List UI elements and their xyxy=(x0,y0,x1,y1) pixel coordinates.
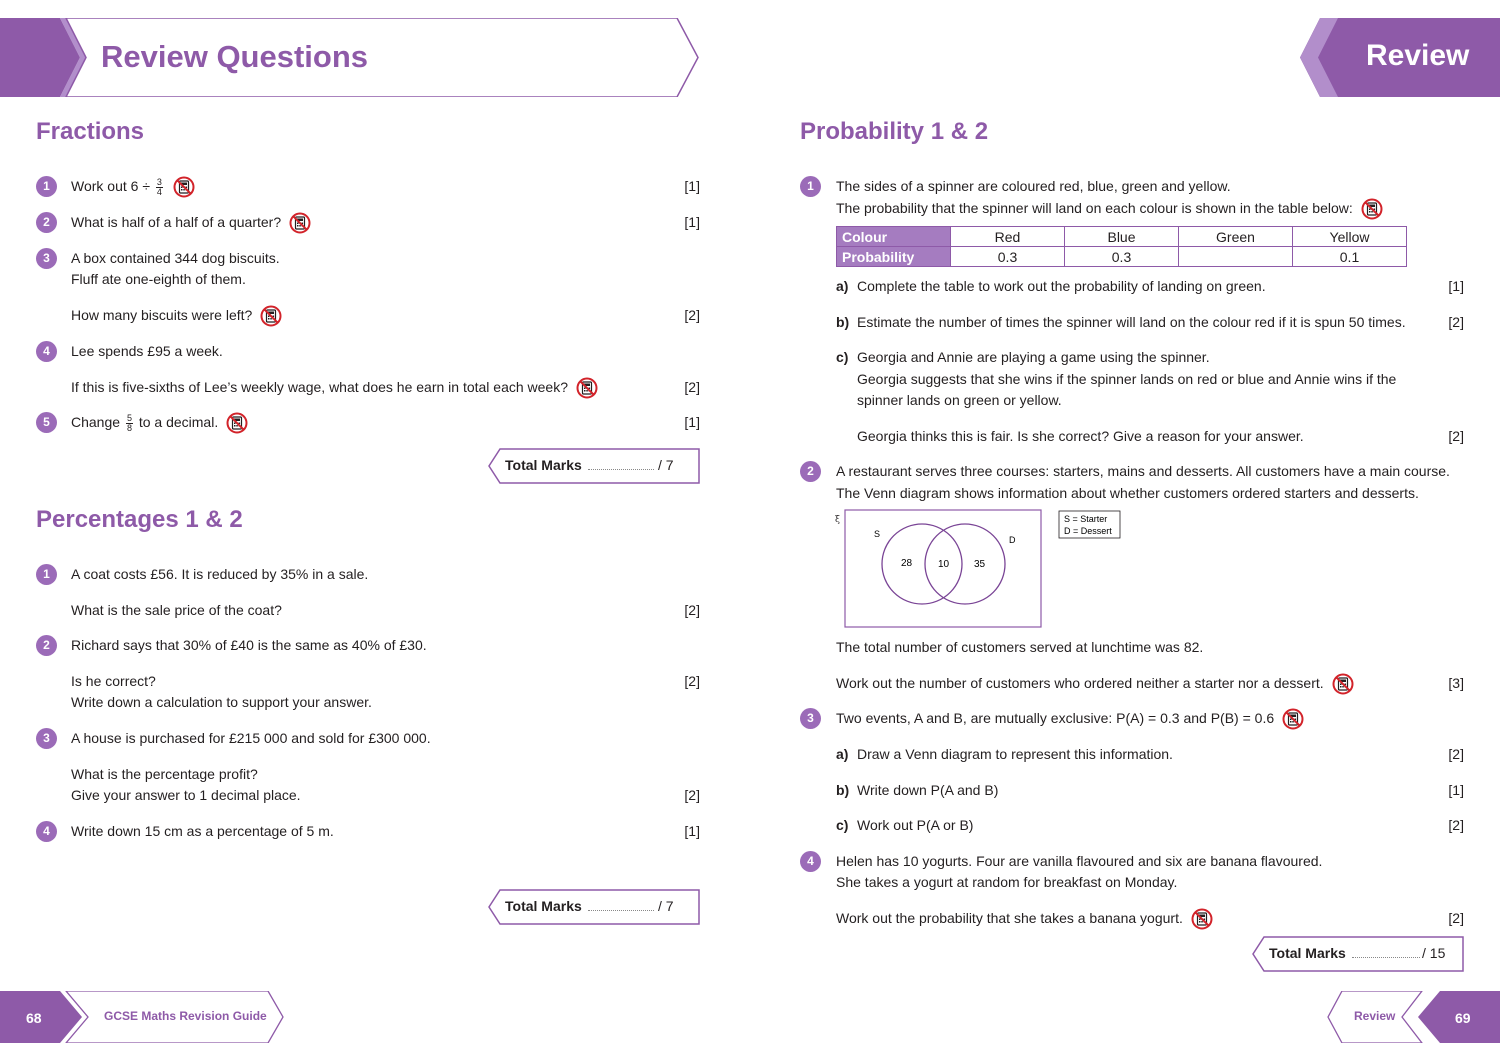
marks: [2] xyxy=(1448,817,1464,833)
no-calculator-icon xyxy=(576,377,598,399)
table-cell: Blue xyxy=(1065,227,1179,247)
venn-value-both: 10 xyxy=(938,559,950,570)
question-text: Lee spends £95 a week. xyxy=(71,343,223,359)
no-calculator-icon xyxy=(173,176,195,198)
marks: [2] xyxy=(1448,428,1464,444)
answer-line xyxy=(1352,957,1420,958)
fraction-numerator: 3 xyxy=(156,176,162,187)
question-text-main: Change xyxy=(71,414,121,430)
total-marks-max: / 15 xyxy=(1422,945,1446,961)
question-text: A coat costs £56. It is reduced by 35% in a sale. xyxy=(71,566,369,582)
question-text-main: Work out the number of customers who ordered neither a starter nor a dessert. xyxy=(836,675,1324,691)
venn-value-only-d: 35 xyxy=(974,559,986,570)
total-marks-box xyxy=(488,889,700,925)
question-text-main: Work out the probability that she takes a banana yogurt. xyxy=(836,910,1183,926)
part-letter: c) xyxy=(836,349,849,365)
question-text-main: The probability that the spinner will land on each colour is shown in the table below: xyxy=(836,200,1353,216)
question-text xyxy=(836,908,1213,930)
question-number: 2 xyxy=(36,635,57,656)
question-text xyxy=(71,305,282,327)
total-marks-max: / 7 xyxy=(658,898,674,914)
marks: [2] xyxy=(1448,910,1464,926)
marks: [1] xyxy=(684,414,700,430)
question-text-main: to a decimal. xyxy=(138,414,219,430)
question-number: 4 xyxy=(800,851,821,872)
marks: [2] xyxy=(684,602,700,618)
table-cell: 0.1 xyxy=(1293,247,1407,267)
question-text xyxy=(836,198,1383,220)
marks: [3] xyxy=(1448,675,1464,691)
question-text: A house is purchased for £215 000 and sold for £300 000. xyxy=(71,730,431,746)
question-number: 4 xyxy=(36,341,57,362)
question-number: 1 xyxy=(800,176,821,197)
question-text: spinner lands on green or yellow. xyxy=(857,392,1062,408)
question-text: The sides of a spinner are coloured red, blue, green and yellow. xyxy=(836,178,1231,194)
question-text: Estimate the number of times the spinner will land on the colour red if it is spun 50 times. xyxy=(857,314,1406,330)
question-text xyxy=(836,673,1354,695)
no-calculator-icon xyxy=(260,305,282,327)
fraction xyxy=(126,414,133,433)
question-number: 2 xyxy=(36,212,57,233)
universal-set-symbol: ξ xyxy=(835,515,840,525)
table-header: Probability xyxy=(837,247,951,267)
question-text: What is the percentage profit? xyxy=(71,766,258,782)
question-text xyxy=(71,212,311,234)
question-text: Richard says that 30% of £40 is the same as 40% of £30. xyxy=(71,637,427,653)
question-text: A box contained 344 dog biscuits. xyxy=(71,250,280,266)
question-text: Fluff ate one-eighth of them. xyxy=(71,271,246,287)
question-text: Georgia suggests that she wins if the spinner lands on red or blue and Annie wins if the xyxy=(857,371,1397,387)
question-text: Helen has 10 yogurts. Four are vanilla flavoured and six are banana flavoured. xyxy=(836,853,1323,869)
no-calculator-icon xyxy=(226,412,248,434)
table-cell: 0.3 xyxy=(951,247,1065,267)
question-number: 1 xyxy=(36,564,57,585)
marks: [2] xyxy=(684,673,700,689)
question-text xyxy=(71,377,598,399)
question-text: Draw a Venn diagram to represent this information. xyxy=(857,746,1173,762)
review-label: Review xyxy=(1366,39,1470,72)
question-text: Is he correct? xyxy=(71,673,156,689)
table-cell-blank xyxy=(1179,247,1293,267)
page-number-left: 68 xyxy=(26,1010,42,1026)
total-marks-box xyxy=(488,448,700,484)
marks: [2] xyxy=(1448,746,1464,762)
probability-heading: Probability 1 & 2 xyxy=(800,118,989,145)
footer-right xyxy=(1326,991,1500,1043)
marks: [1] xyxy=(684,178,700,194)
percentages-heading: Percentages 1 & 2 xyxy=(36,506,243,533)
question-text: Write down a calculation to support your answer. xyxy=(71,694,372,710)
question-text xyxy=(836,708,1304,730)
part-letter: b) xyxy=(836,314,850,330)
question-text: Complete the table to work out the probability of landing on green. xyxy=(857,278,1266,294)
answer-line xyxy=(588,469,654,470)
total-marks-label: Total Marks xyxy=(505,457,582,473)
footer-book-title: GCSE Maths Revision Guide xyxy=(104,1009,267,1023)
answer-line xyxy=(588,910,654,911)
fraction-denominator: 8 xyxy=(126,422,132,433)
marks: [1] xyxy=(684,214,700,230)
question-text xyxy=(71,176,195,198)
table-header: Colour xyxy=(837,227,951,247)
no-calculator-icon xyxy=(1361,198,1383,220)
part-letter: c) xyxy=(836,817,849,833)
venn-diagram xyxy=(834,509,1124,632)
question-text: What is the sale price of the coat? xyxy=(71,602,282,618)
question-number: 4 xyxy=(36,821,57,842)
fraction-numerator: 5 xyxy=(126,412,132,423)
marks: [2] xyxy=(684,379,700,395)
table-cell: Red xyxy=(951,227,1065,247)
total-marks-label: Total Marks xyxy=(1269,945,1346,961)
venn-key-starter: S = Starter xyxy=(1064,514,1108,524)
table-row xyxy=(837,247,1407,267)
fractions-heading: Fractions xyxy=(36,118,145,145)
page-title: Review Questions xyxy=(101,39,369,74)
question-number: 3 xyxy=(36,248,57,269)
question-text-main: How many biscuits were left? xyxy=(71,307,253,323)
total-marks-box xyxy=(1252,936,1464,972)
question-text: Write down 15 cm as a percentage of 5 m. xyxy=(71,823,334,839)
page-number-right: 69 xyxy=(1455,1010,1471,1026)
fraction xyxy=(156,178,163,197)
venn-value-only-s: 28 xyxy=(901,558,913,569)
venn-key-dessert: D = Dessert xyxy=(1064,526,1112,536)
question-number: 2 xyxy=(800,461,821,482)
table-row xyxy=(837,227,1407,247)
question-text-main: Work out 6 ÷ xyxy=(71,178,151,194)
question-text-main: What is half of a half of a quarter? xyxy=(71,214,282,230)
question-text: Georgia and Annie are playing a game using the spinner. xyxy=(857,349,1210,365)
question-text: The Venn diagram shows information about whether customers ordered starters and desserts. xyxy=(836,485,1419,501)
question-number: 3 xyxy=(800,708,821,729)
no-calculator-icon xyxy=(1282,708,1304,730)
marks: [1] xyxy=(1448,782,1464,798)
no-calculator-icon xyxy=(289,212,311,234)
question-text: Write down P(A and B) xyxy=(857,782,999,798)
question-number: 1 xyxy=(36,176,57,197)
no-calculator-icon xyxy=(1191,908,1213,930)
probability-table xyxy=(836,226,1407,267)
table-cell: 0.3 xyxy=(1065,247,1179,267)
part-letter: a) xyxy=(836,746,849,762)
marks: [2] xyxy=(684,307,700,323)
total-marks-label: Total Marks xyxy=(505,898,582,914)
marks: [1] xyxy=(1448,278,1464,294)
question-text: Georgia thinks this is fair. Is she correct? Give a reason for your answer. xyxy=(857,428,1304,444)
no-calculator-icon xyxy=(1332,673,1354,695)
table-cell: Yellow xyxy=(1293,227,1407,247)
part-letter: a) xyxy=(836,278,849,294)
question-text: Work out P(A or B) xyxy=(857,817,974,833)
question-text: Give your answer to 1 decimal place. xyxy=(71,787,301,803)
question-text-main: Two events, A and B, are mutually exclusive: P(A) = 0.3 and P(B) = 0.6 xyxy=(836,710,1275,726)
marks: [2] xyxy=(1448,314,1464,330)
question-text-main: If this is five-sixths of Lee’s weekly wage, what does he earn in total each week? xyxy=(71,379,569,395)
question-text: The total number of customers served at lunchtime was 82. xyxy=(836,639,1204,655)
marks: [1] xyxy=(684,823,700,839)
question-text xyxy=(71,412,248,434)
venn-label-s: S xyxy=(874,529,881,539)
fraction-denominator: 4 xyxy=(156,186,162,197)
venn-label-d: D xyxy=(1009,535,1016,545)
question-number: 5 xyxy=(36,412,57,433)
question-text: She takes a yogurt at random for breakfast on Monday. xyxy=(836,874,1178,890)
table-cell: Green xyxy=(1179,227,1293,247)
question-text: A restaurant serves three courses: starters, mains and desserts. All customers have a main course. xyxy=(836,463,1450,479)
footer-section-title: Review xyxy=(1354,1009,1396,1023)
part-letter: b) xyxy=(836,782,850,798)
total-marks-max: / 7 xyxy=(658,457,674,473)
marks: [2] xyxy=(684,787,700,803)
question-number: 3 xyxy=(36,728,57,749)
